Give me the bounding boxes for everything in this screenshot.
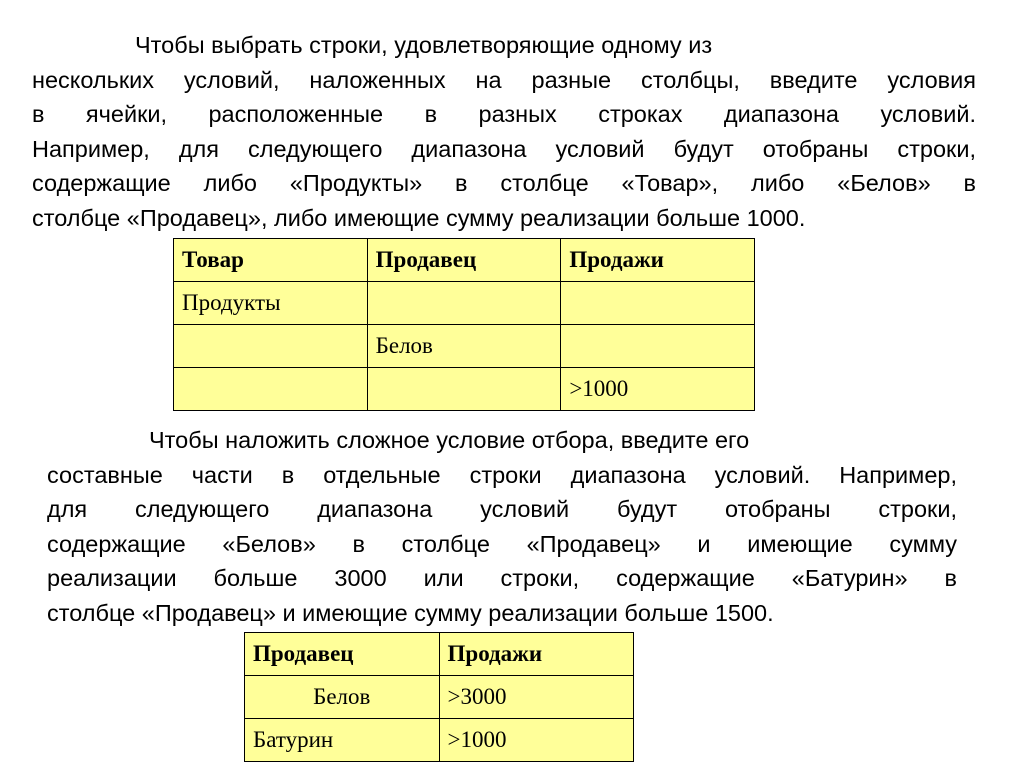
table-cell: [367, 282, 561, 325]
table-row: [245, 719, 634, 762]
paragraph-complex-condition: [47, 423, 957, 631]
table-header-row: [174, 239, 755, 282]
table-row: [174, 325, 755, 368]
table-cell: [561, 325, 755, 368]
paragraph-multiple-conditions: [32, 28, 976, 236]
paragraph-line: содержащие «Белов» в столбце «Продавец» и имеющие сумму: [47, 530, 957, 557]
paragraph-line: нескольких условий, наложенных на разные столбцы, введите условия: [32, 66, 976, 93]
paragraph-line: составные части в отдельные строки диапазона условий. Например,: [47, 461, 957, 488]
table-cell: [174, 368, 368, 411]
paragraph-line: Например, для следующего диапазона условий будут отобраны строки,: [32, 135, 976, 162]
criteria-range-table-or: [173, 238, 755, 411]
table-cell: >1000: [561, 368, 755, 411]
table-row: [174, 368, 755, 411]
table-row: [174, 282, 755, 325]
table-header-row: [245, 633, 634, 676]
paragraph-line: Чтобы наложить сложное условие отбора, введите его: [149, 427, 750, 453]
header-cell-seller: Продавец: [245, 633, 440, 676]
paragraph-line: столбце «Продавец», либо имеющие сумму реализации больше 1000.: [32, 204, 806, 231]
table-cell: Белов: [367, 325, 561, 368]
paragraph-line: столбце «Продавец» и имеющие сумму реализации больше 1500.: [47, 599, 774, 626]
table-cell: [367, 368, 561, 411]
table-cell: Продукты: [174, 282, 368, 325]
table-cell: >3000: [439, 676, 633, 719]
table-cell: [174, 325, 368, 368]
table-cell: [561, 282, 755, 325]
paragraph-line: в ячейки, расположенные в разных строках диапазона условий.: [32, 101, 976, 128]
paragraph-line: реализации больше 3000 или строки, содержащие «Батурин» в: [47, 565, 957, 592]
criteria-range-table-and: [244, 632, 634, 762]
header-cell-seller: Продавец: [367, 239, 561, 282]
table-cell: Батурин: [245, 719, 440, 762]
paragraph-line: для следующего диапазона условий будут отобраны строки,: [47, 496, 957, 523]
table-row: [245, 676, 634, 719]
table-cell: Белов: [245, 676, 440, 719]
paragraph-line: Чтобы выбрать строки, удовлетворяющие одному из: [135, 32, 713, 58]
header-cell-sales: Продажи: [561, 239, 755, 282]
header-cell-sales: Продажи: [439, 633, 633, 676]
table-cell: >1000: [439, 719, 633, 762]
paragraph-line: содержащие либо «Продукты» в столбце «Товар», либо «Белов» в: [32, 170, 976, 197]
header-cell-product: Товар: [174, 239, 368, 282]
